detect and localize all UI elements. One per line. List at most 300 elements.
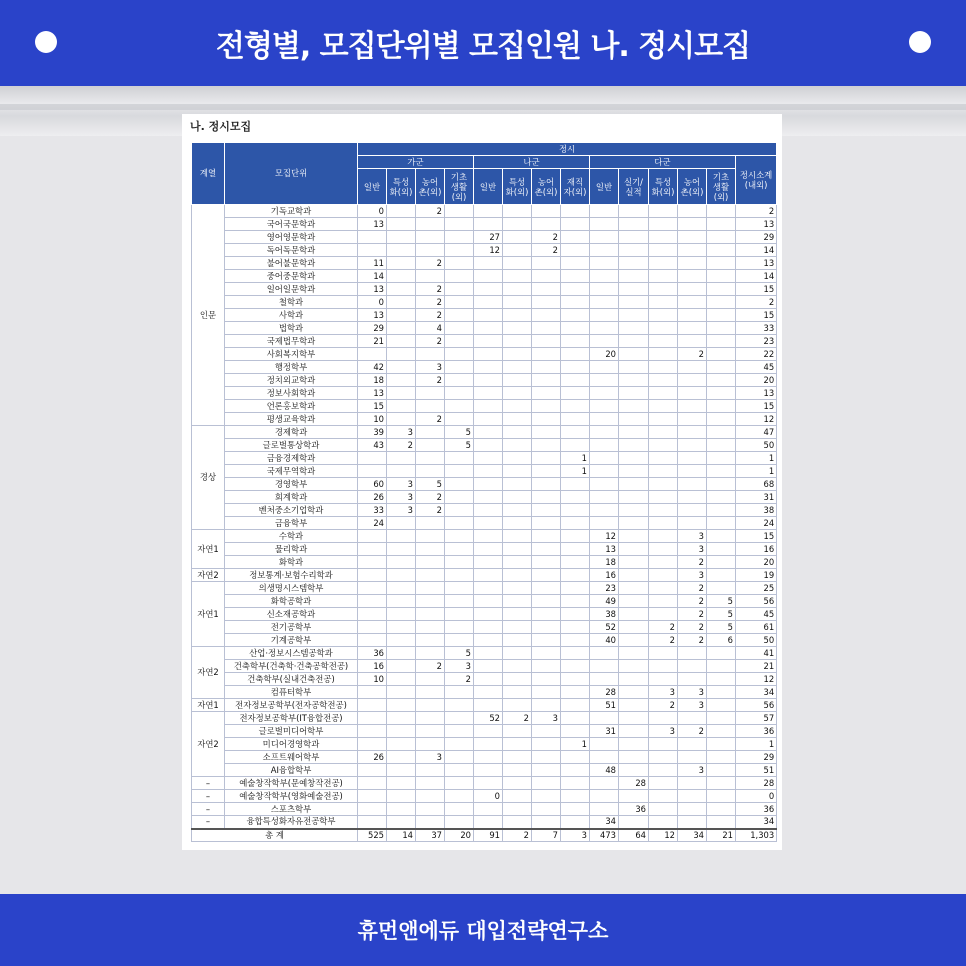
value-cell [707,751,736,764]
value-cell: 10 [358,673,387,686]
value-cell [561,335,590,348]
value-cell: 51 [590,699,619,712]
footer-text: 휴먼앤에듀 대입전략연구소 [357,919,609,943]
value-cell [532,543,561,556]
value-cell: 2 [416,335,445,348]
value-cell: 48 [590,764,619,777]
value-cell [678,751,707,764]
table-row [192,218,777,231]
value-cell [678,374,707,387]
value-cell [619,257,649,270]
value-cell [358,764,387,777]
decorative-dot [909,31,931,53]
value-cell [474,218,503,231]
value-cell [474,257,503,270]
value-cell: 45 [736,361,777,374]
header-jeongsi: 정시 [358,143,777,156]
value-cell [590,270,619,283]
value-cell [561,712,590,725]
value-cell [387,322,416,335]
value-cell [561,764,590,777]
value-cell [619,751,649,764]
value-cell: 2 [416,296,445,309]
unit-cell: 컴퓨터학부 [225,686,358,699]
value-cell [649,374,678,387]
unit-cell: 글로벌통상학과 [225,439,358,452]
value-cell [561,517,590,530]
category-cell: 자연1 [192,582,225,647]
category-cell: – [192,816,225,829]
section-title: 나. 정시모집 [190,120,252,133]
value-cell [503,322,532,335]
value-cell [590,231,619,244]
value-cell [387,777,416,790]
value-cell: 5 [445,647,474,660]
value-cell [445,478,474,491]
value-cell [707,374,736,387]
value-cell [619,621,649,634]
title-highlight: 나. 정시모집 [590,29,751,64]
value-cell [532,803,561,816]
unit-cell: 산업·정보시스템공학과 [225,647,358,660]
value-cell [358,621,387,634]
unit-cell: 미디어경영학과 [225,738,358,751]
value-cell [532,361,561,374]
value-cell [387,257,416,270]
value-cell: 22 [736,348,777,361]
value-cell [561,582,590,595]
unit-cell: 화학과 [225,556,358,569]
unit-cell: 수학과 [225,530,358,543]
value-cell [503,725,532,738]
value-cell: 12 [736,673,777,686]
value-cell [416,738,445,751]
value-cell [474,595,503,608]
value-cell [416,725,445,738]
value-cell [707,582,736,595]
value-cell [561,569,590,582]
value-cell: 14 [358,270,387,283]
total-value-cell: 34 [678,829,707,842]
value-cell [358,725,387,738]
value-cell [707,764,736,777]
unit-cell: 정치외교학과 [225,374,358,387]
total-value-cell: 14 [387,829,416,842]
value-cell: 21 [736,660,777,673]
value-cell [707,413,736,426]
value-cell [532,335,561,348]
category-cell: 자연2 [192,647,225,699]
table-row [192,439,777,452]
value-cell: 12 [590,530,619,543]
value-cell: 1 [561,452,590,465]
value-cell [445,777,474,790]
value-cell: 5 [707,608,736,621]
value-cell: 0 [358,296,387,309]
value-cell: 13 [358,387,387,400]
value-cell [474,374,503,387]
value-cell: 3 [416,361,445,374]
value-cell [416,452,445,465]
value-cell [416,803,445,816]
value-cell [416,543,445,556]
value-cell [416,465,445,478]
value-cell: 51 [736,764,777,777]
value-cell: 24 [358,517,387,530]
value-cell [445,569,474,582]
value-cell: 2 [678,608,707,621]
value-cell [445,725,474,738]
value-cell [387,569,416,582]
value-cell: 2 [416,660,445,673]
value-cell [649,790,678,803]
value-cell: 2 [532,244,561,257]
value-cell [678,517,707,530]
value-cell [649,504,678,517]
value-cell [649,426,678,439]
value-cell [445,543,474,556]
value-cell [649,569,678,582]
value-cell: 21 [358,335,387,348]
value-cell [416,231,445,244]
total-value-cell: 64 [619,829,649,842]
value-cell [445,400,474,413]
value-cell: 3 [387,426,416,439]
value-cell [387,738,416,751]
value-cell [707,777,736,790]
table-row [192,530,777,543]
value-cell [649,322,678,335]
value-cell: 2 [678,556,707,569]
value-cell [707,647,736,660]
header-category: 계열 [192,143,225,205]
value-cell [590,426,619,439]
value-cell: 23 [590,582,619,595]
value-cell: 38 [590,608,619,621]
value-cell [561,322,590,335]
value-cell [358,595,387,608]
value-cell: 1 [736,465,777,478]
value-cell [678,231,707,244]
value-cell [649,309,678,322]
value-cell: 1 [561,465,590,478]
value-cell [619,309,649,322]
value-cell [678,712,707,725]
value-cell [561,660,590,673]
table-row [192,556,777,569]
value-cell [503,400,532,413]
total-value-cell: 12 [649,829,678,842]
value-cell [649,296,678,309]
header-na-col: 일반 [474,169,503,205]
value-cell [445,335,474,348]
value-cell [619,361,649,374]
value-cell [503,738,532,751]
value-cell [474,348,503,361]
value-cell: 13 [358,309,387,322]
value-cell [649,439,678,452]
value-cell [532,647,561,660]
table-row [192,335,777,348]
value-cell [445,738,474,751]
value-cell [532,725,561,738]
total-value-cell: 525 [358,829,387,842]
unit-cell: 사학과 [225,309,358,322]
table-row [192,504,777,517]
value-cell [532,426,561,439]
value-cell [445,270,474,283]
value-cell [561,231,590,244]
unit-cell: 화학공학과 [225,595,358,608]
value-cell: 5 [445,426,474,439]
value-cell: 36 [736,725,777,738]
value-cell: 3 [678,530,707,543]
value-cell: 34 [736,686,777,699]
value-cell [503,465,532,478]
value-cell: 61 [736,621,777,634]
value-cell [678,387,707,400]
table-row [192,686,777,699]
value-cell [590,218,619,231]
unit-cell: 철학과 [225,296,358,309]
value-cell: 56 [736,595,777,608]
value-cell [474,517,503,530]
value-cell [532,374,561,387]
value-cell [416,387,445,400]
value-cell [445,348,474,361]
value-cell: 1 [736,738,777,751]
value-cell [532,751,561,764]
value-cell [649,491,678,504]
value-cell [416,816,445,829]
value-cell [503,205,532,218]
value-cell: 12 [474,244,503,257]
value-cell [445,283,474,296]
value-cell [387,764,416,777]
total-value-cell: 91 [474,829,503,842]
value-cell [619,296,649,309]
value-cell [416,426,445,439]
value-cell: 3 [678,699,707,712]
header-da: 다군 [590,156,736,169]
table-row [192,283,777,296]
value-cell [619,283,649,296]
category-cell: 인문 [192,205,225,426]
value-cell [561,504,590,517]
value-cell [649,647,678,660]
value-cell [561,296,590,309]
unit-cell: 금융학부 [225,517,358,530]
total-row [192,829,777,842]
unit-cell: 평생교육학과 [225,413,358,426]
unit-cell: 국제법무학과 [225,335,358,348]
header-da-col: 일반 [590,169,619,205]
value-cell [532,283,561,296]
total-value-cell: 3 [561,829,590,842]
value-cell [474,608,503,621]
value-cell [707,673,736,686]
value-cell [532,322,561,335]
value-cell [619,517,649,530]
value-cell [474,335,503,348]
value-cell [445,244,474,257]
value-cell: 1 [561,738,590,751]
value-cell [561,348,590,361]
value-cell [678,491,707,504]
table-row [192,348,777,361]
value-cell [619,270,649,283]
value-cell: 2 [678,348,707,361]
value-cell [561,478,590,491]
value-cell [707,530,736,543]
unit-cell: 행정학부 [225,361,358,374]
value-cell [387,699,416,712]
header-na-col: 농어촌(외) [532,169,561,205]
value-cell [678,790,707,803]
value-cell: 52 [590,621,619,634]
value-cell: 20 [736,556,777,569]
value-cell [649,582,678,595]
value-cell [649,803,678,816]
value-cell: 3 [416,751,445,764]
admissions-table [191,142,777,842]
value-cell: 2 [416,504,445,517]
value-cell [503,816,532,829]
value-cell [649,218,678,231]
value-cell: 23 [736,335,777,348]
value-cell [678,439,707,452]
header-na-col: 특성화(외) [503,169,532,205]
value-cell: 16 [358,660,387,673]
value-cell: 52 [474,712,503,725]
value-cell [474,699,503,712]
value-cell [532,777,561,790]
value-cell [387,803,416,816]
value-cell [387,335,416,348]
value-cell [445,231,474,244]
value-cell [561,374,590,387]
value-cell [707,387,736,400]
unit-cell: 예술창작학부(문예창작전공) [225,777,358,790]
value-cell [649,335,678,348]
unit-cell: 전기공학부 [225,621,358,634]
value-cell [358,231,387,244]
value-cell [503,530,532,543]
value-cell [678,257,707,270]
value-cell [649,452,678,465]
value-cell [532,673,561,686]
value-cell [649,543,678,556]
value-cell: 13 [358,218,387,231]
value-cell [445,621,474,634]
value-cell [532,205,561,218]
value-cell [387,634,416,647]
value-cell [532,816,561,829]
value-cell [649,738,678,751]
value-cell [532,387,561,400]
value-cell [678,244,707,257]
unit-cell: 신소재공학과 [225,608,358,621]
value-cell [619,738,649,751]
value-cell: 47 [736,426,777,439]
value-cell [532,452,561,465]
value-cell [503,504,532,517]
category-cell: – [192,777,225,790]
value-cell: 2 [736,205,777,218]
table-row [192,257,777,270]
value-cell [503,296,532,309]
value-cell: 26 [358,751,387,764]
unit-cell: 영어영문학과 [225,231,358,244]
unit-cell: 건축학부(실내건축전공) [225,673,358,686]
value-cell: 49 [590,595,619,608]
header-subtotal: 정시소계(내외) [736,156,777,205]
table-row [192,413,777,426]
value-cell [532,556,561,569]
table-row [192,621,777,634]
value-cell [532,790,561,803]
value-cell [503,621,532,634]
value-cell: 39 [358,426,387,439]
value-cell: 2 [678,725,707,738]
value-cell [532,296,561,309]
value-cell [619,569,649,582]
table-row [192,387,777,400]
value-cell: 16 [736,543,777,556]
value-cell: 0 [474,790,503,803]
value-cell [416,764,445,777]
value-cell: 2 [503,712,532,725]
value-cell [678,504,707,517]
unit-cell: 법학과 [225,322,358,335]
value-cell [532,439,561,452]
value-cell [707,543,736,556]
value-cell [474,309,503,322]
value-cell [445,816,474,829]
unit-cell: 정보통계·보험수리학과 [225,569,358,582]
value-cell [387,816,416,829]
value-cell [678,673,707,686]
value-cell: 13 [736,387,777,400]
value-cell [561,803,590,816]
total-value-cell: 20 [445,829,474,842]
value-cell [649,270,678,283]
header-na: 나군 [474,156,590,169]
value-cell [561,634,590,647]
value-cell [474,725,503,738]
value-cell [445,803,474,816]
value-cell: 5 [445,439,474,452]
value-cell [532,738,561,751]
unit-cell: 전자정보공학부(IT융합전공) [225,712,358,725]
value-cell [532,218,561,231]
table-row [192,231,777,244]
value-cell [416,348,445,361]
category-cell: 자연1 [192,699,225,712]
value-cell [503,803,532,816]
value-cell: 3 [387,491,416,504]
value-cell [416,244,445,257]
value-cell [707,283,736,296]
value-cell [503,361,532,374]
value-cell [678,322,707,335]
value-cell: 28 [619,777,649,790]
value-cell: 15 [736,309,777,322]
value-cell [387,751,416,764]
paper-texture-stripe [0,104,966,110]
unit-cell: 언론홍보학과 [225,400,358,413]
value-cell [649,777,678,790]
